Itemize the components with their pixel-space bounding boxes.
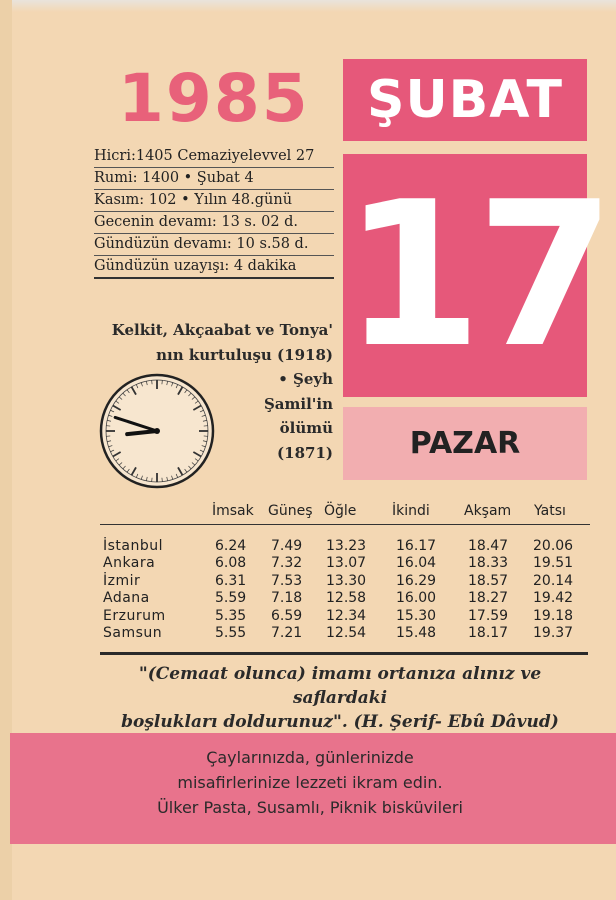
table-row	[100, 538, 590, 555]
calendar-info-table	[94, 146, 334, 279]
info-day-length: Gündüzün devamı: 10 s.58 d.	[94, 234, 334, 256]
info-hicri: Hicri:1405 Cemaziyelevvel 27	[94, 146, 334, 168]
time-cell: 18.17	[468, 624, 509, 641]
time-cell: 18.47	[468, 538, 509, 554]
time-cell: 20.14	[533, 572, 574, 589]
time-cell: 15.48	[396, 624, 437, 641]
time-cell: 19.51	[533, 555, 574, 572]
info-kasim: Kasım: 102 • Yılın 48.günü	[94, 190, 334, 212]
header-ogle: Öğle	[324, 503, 357, 519]
time-cell: 7.49	[271, 538, 303, 554]
time-cell: 7.32	[271, 555, 303, 572]
time-cell: 5.35	[215, 607, 247, 624]
divider	[100, 652, 588, 655]
event-line: Şamil'in	[263, 394, 333, 413]
time-cell: 16.29	[396, 572, 437, 589]
time-cell: 15.30	[396, 607, 437, 624]
info-night-length: Gecenin devamı: 13 s. 02 d.	[94, 212, 334, 234]
city-name: Samsun	[103, 624, 163, 641]
header-imsak: İmsak	[212, 503, 254, 519]
info-rumi: Rumi: 1400 • Şubat 4	[94, 168, 334, 190]
event-line: • Şeyh	[278, 370, 333, 388]
event-line: ölümü	[279, 419, 333, 437]
ad-line: Ülker Pasta, Susamlı, Piknik bisküvileri	[157, 798, 463, 817]
time-cell: 13.23	[326, 538, 367, 554]
prayer-times-table	[100, 538, 590, 642]
table-row	[100, 555, 590, 572]
clock-icon	[98, 372, 216, 490]
time-cell: 16.17	[396, 538, 437, 554]
time-cell: 13.30	[326, 572, 367, 589]
city-name: Adana	[103, 590, 150, 607]
table-row	[100, 590, 590, 607]
time-cell: 19.18	[533, 607, 574, 624]
time-cell: 12.58	[326, 590, 367, 607]
time-cell: 12.54	[326, 624, 367, 641]
clock-center	[154, 428, 160, 434]
time-cell: 18.57	[468, 572, 509, 589]
year-label: 1985	[118, 60, 310, 137]
time-cell: 5.59	[215, 590, 247, 607]
torn-edge	[0, 0, 616, 12]
time-cell: 19.37	[533, 624, 574, 641]
prayer-times-header	[100, 500, 590, 525]
time-cell: 12.34	[326, 607, 367, 624]
time-cell: 16.00	[396, 590, 437, 607]
table-row	[100, 625, 590, 642]
day-number: 17	[343, 154, 587, 397]
time-cell: 17.59	[468, 607, 509, 624]
time-cell: 13.07	[326, 555, 367, 572]
table-row	[100, 608, 590, 625]
time-cell: 6.59	[271, 607, 303, 624]
header-yatsi: Yatsı	[534, 503, 566, 519]
city-name: Erzurum	[103, 607, 166, 624]
hadith-quote	[90, 662, 590, 734]
time-cell: 6.08	[215, 555, 247, 572]
weekday-label: PAZAR	[343, 407, 587, 480]
time-cell: 20.06	[533, 538, 574, 554]
city-name: İzmir	[103, 572, 141, 589]
quote-line: boşlukları doldurunuz". (H. Şerif- Ebû Dâvud)	[121, 712, 559, 732]
time-cell: 18.33	[468, 555, 509, 572]
ad-line: Çaylarınızda, günlerinizde	[206, 748, 414, 767]
time-cell: 7.18	[271, 590, 303, 607]
time-cell: 16.04	[396, 555, 437, 572]
time-cell: 5.55	[215, 624, 247, 641]
time-cell: 6.24	[215, 538, 247, 554]
header-gunes: Güneş	[268, 503, 313, 519]
time-cell: 7.21	[271, 624, 303, 641]
time-cell: 6.31	[215, 572, 247, 589]
time-cell: 7.53	[271, 572, 303, 589]
table-row	[100, 573, 590, 590]
month-label: ŞUBAT	[343, 59, 587, 141]
quote-line: "(Cemaat olunca) imamı ortanıza alınız ve saflardaki	[138, 664, 542, 708]
city-name: Ankara	[103, 555, 156, 572]
city-name: İstanbul	[103, 538, 164, 554]
advertisement-text	[10, 745, 610, 820]
info-day-increase: Gündüzün uzayışı: 4 dakika	[94, 256, 334, 279]
header-ikindi: İkindi	[392, 503, 430, 519]
header-aksam: Akşam	[464, 503, 512, 519]
event-line: Kelkit, Akçaabat ve Tonya'	[111, 321, 333, 339]
ad-line: misafirlerinize lezzeti ikram edin.	[177, 773, 443, 792]
event-line: (1871)	[277, 443, 333, 462]
time-cell: 18.27	[468, 590, 509, 607]
time-cell: 19.42	[533, 590, 574, 607]
event-line: nın kurtuluşu (1918)	[156, 345, 333, 364]
